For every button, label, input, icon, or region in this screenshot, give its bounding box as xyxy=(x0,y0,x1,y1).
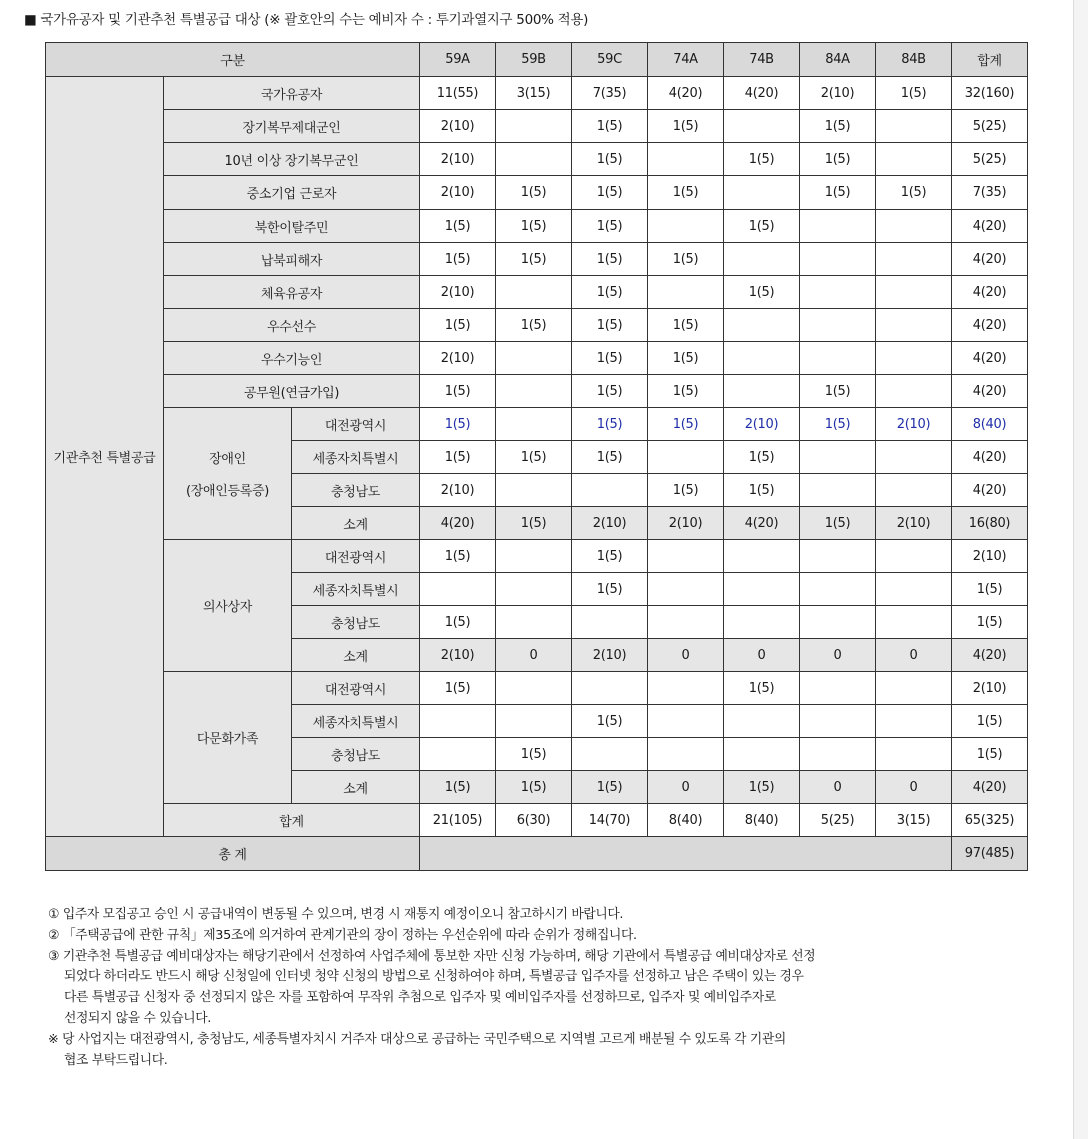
data-cell: 2(10) xyxy=(876,408,952,441)
data-cell xyxy=(496,672,572,705)
data-cell xyxy=(876,573,952,606)
data-cell: 1(5) xyxy=(420,408,496,441)
data-cell: 1(5) xyxy=(572,143,648,176)
data-cell: 1(5) xyxy=(572,441,648,474)
data-cell: 1(5) xyxy=(876,77,952,110)
data-cell: 1(5) xyxy=(420,441,496,474)
data-cell xyxy=(648,738,724,771)
data-cell: 4(20) xyxy=(952,771,1028,804)
data-cell xyxy=(876,342,952,375)
data-cell xyxy=(876,243,952,276)
data-cell xyxy=(496,408,572,441)
subtotal-label: 소계 xyxy=(292,771,420,804)
data-cell: 1(5) xyxy=(420,540,496,573)
data-cell: 4(20) xyxy=(952,243,1028,276)
data-cell: 1(5) xyxy=(800,143,876,176)
subgroup-label-line: (장애인등록증) xyxy=(185,484,270,499)
data-cell xyxy=(572,672,648,705)
table-row xyxy=(46,804,1028,837)
subgroup-label-line: 다문화가족 xyxy=(196,732,259,747)
data-cell: 2(10) xyxy=(420,176,496,210)
row-label: 북한이탈주민 xyxy=(164,210,420,243)
row-label: 우수기능인 xyxy=(164,342,420,375)
data-cell xyxy=(876,441,952,474)
data-cell xyxy=(876,110,952,143)
data-cell xyxy=(420,705,496,738)
data-cell: 1(5) xyxy=(724,143,800,176)
region-label: 세종자치특별시 xyxy=(292,705,420,738)
data-cell xyxy=(496,540,572,573)
column-header: 74A xyxy=(648,43,724,77)
data-cell: 1(5) xyxy=(724,672,800,705)
data-cell xyxy=(420,738,496,771)
table-row xyxy=(46,408,1028,441)
region-label: 대전광역시 xyxy=(292,540,420,573)
data-cell xyxy=(876,375,952,408)
data-cell: 65(325) xyxy=(952,804,1028,837)
data-cell: 8(40) xyxy=(952,408,1028,441)
data-cell: 1(5) xyxy=(572,210,648,243)
data-cell: 1(5) xyxy=(572,573,648,606)
data-cell: 4(20) xyxy=(952,276,1028,309)
data-cell xyxy=(876,276,952,309)
data-cell: 4(20) xyxy=(420,507,496,540)
data-cell xyxy=(648,540,724,573)
data-cell xyxy=(800,672,876,705)
data-cell: 16(80) xyxy=(952,507,1028,540)
data-cell: 2(10) xyxy=(952,540,1028,573)
data-cell xyxy=(496,276,572,309)
table-row xyxy=(46,143,1028,176)
region-label: 세종자치특별시 xyxy=(292,441,420,474)
data-cell xyxy=(876,309,952,342)
data-cell: 1(5) xyxy=(800,507,876,540)
data-cell xyxy=(876,672,952,705)
data-cell: 1(5) xyxy=(648,408,724,441)
data-cell xyxy=(496,110,572,143)
data-cell xyxy=(496,606,572,639)
supply-table xyxy=(45,42,1028,871)
data-cell: 1(5) xyxy=(496,309,572,342)
table-row xyxy=(46,672,1028,705)
region-label: 대전광역시 xyxy=(292,672,420,705)
table-row xyxy=(46,77,1028,110)
row-label: 국가유공자 xyxy=(164,77,420,110)
table-row xyxy=(46,837,1028,871)
data-cell xyxy=(572,474,648,507)
data-cell: 6(30) xyxy=(496,804,572,837)
data-cell: 0 xyxy=(876,639,952,672)
note-2: ② 「주택공급에 관한 규칙」제35조에 의거하여 관계기관의 장이 정하는 우선순위에 따라 순위가 정해집니다. xyxy=(48,927,637,943)
data-cell xyxy=(876,143,952,176)
data-cell xyxy=(800,705,876,738)
data-cell: 1(5) xyxy=(496,176,572,210)
data-cell xyxy=(496,342,572,375)
data-cell: 1(5) xyxy=(572,375,648,408)
data-cell xyxy=(800,738,876,771)
data-cell: 2(10) xyxy=(420,342,496,375)
data-cell: 1(5) xyxy=(648,375,724,408)
grand-total-blank xyxy=(420,837,952,871)
data-cell: 2(10) xyxy=(648,507,724,540)
data-cell xyxy=(648,573,724,606)
subgroup-label xyxy=(164,672,292,804)
data-cell: 1(5) xyxy=(952,573,1028,606)
table-row xyxy=(46,43,1028,77)
group-label: 기관추천 특별공급 xyxy=(46,77,164,837)
data-cell xyxy=(876,210,952,243)
column-header: 59C xyxy=(572,43,648,77)
data-cell: 1(5) xyxy=(572,176,648,210)
data-cell: 1(5) xyxy=(496,210,572,243)
data-cell xyxy=(724,573,800,606)
data-cell: 14(70) xyxy=(572,804,648,837)
subgroup-label xyxy=(164,540,292,672)
data-cell xyxy=(648,705,724,738)
data-cell: 1(5) xyxy=(572,705,648,738)
data-cell: 1(5) xyxy=(496,441,572,474)
data-cell xyxy=(876,705,952,738)
grand-total-value: 97(485) xyxy=(952,837,1028,871)
data-cell: 2(10) xyxy=(572,507,648,540)
data-cell xyxy=(724,705,800,738)
subgroup-label-line: 장애인 xyxy=(209,452,246,467)
data-cell xyxy=(876,606,952,639)
data-cell: 2(10) xyxy=(420,143,496,176)
data-cell xyxy=(572,606,648,639)
table-row xyxy=(46,540,1028,573)
note-3: ③ 기관추천 특별공급 예비대상자는 해당기관에서 선정하여 사업주체에 통보한 자만 신청 가능하며, 해당 기관에서 특별공급 예비대상자로 선정 xyxy=(48,948,816,964)
data-cell xyxy=(648,672,724,705)
data-cell xyxy=(496,143,572,176)
data-cell: 1(5) xyxy=(420,606,496,639)
data-cell: 1(5) xyxy=(724,276,800,309)
data-cell: 0 xyxy=(648,771,724,804)
data-cell: 2(10) xyxy=(420,276,496,309)
data-cell: 0 xyxy=(800,771,876,804)
data-cell xyxy=(800,540,876,573)
data-cell: 7(35) xyxy=(572,77,648,110)
row-label: 중소기업 근로자 xyxy=(164,176,420,210)
row-label: 우수선수 xyxy=(164,309,420,342)
table-row xyxy=(46,210,1028,243)
data-cell: 1(5) xyxy=(648,342,724,375)
data-cell xyxy=(876,474,952,507)
data-cell xyxy=(800,573,876,606)
grand-total-label: 총 계 xyxy=(46,837,420,871)
data-cell: 5(25) xyxy=(800,804,876,837)
data-cell: 1(5) xyxy=(572,540,648,573)
data-cell: 0 xyxy=(648,639,724,672)
data-cell: 2(10) xyxy=(420,639,496,672)
data-cell: 1(5) xyxy=(496,738,572,771)
data-cell xyxy=(724,110,800,143)
data-cell xyxy=(800,309,876,342)
data-cell: 4(20) xyxy=(952,474,1028,507)
data-cell xyxy=(420,573,496,606)
data-cell xyxy=(876,540,952,573)
data-cell: 1(5) xyxy=(496,243,572,276)
data-cell xyxy=(800,276,876,309)
data-cell: 1(5) xyxy=(952,606,1028,639)
region-label: 충청남도 xyxy=(292,606,420,639)
notes xyxy=(48,905,1058,1071)
data-cell: 2(10) xyxy=(724,408,800,441)
row-label: 납북피해자 xyxy=(164,243,420,276)
data-cell: 1(5) xyxy=(496,771,572,804)
data-cell: 2(10) xyxy=(420,110,496,143)
data-cell xyxy=(648,210,724,243)
data-cell xyxy=(724,243,800,276)
data-cell: 4(20) xyxy=(724,507,800,540)
data-cell: 4(20) xyxy=(952,210,1028,243)
data-cell: 32(160) xyxy=(952,77,1028,110)
data-cell xyxy=(572,738,648,771)
data-cell: 3(15) xyxy=(496,77,572,110)
data-cell xyxy=(724,738,800,771)
data-cell xyxy=(724,375,800,408)
data-cell: 1(5) xyxy=(572,110,648,143)
data-cell: 1(5) xyxy=(420,672,496,705)
column-header: 59B xyxy=(496,43,572,77)
column-header: 84A xyxy=(800,43,876,77)
data-cell: 0 xyxy=(800,639,876,672)
data-cell xyxy=(800,342,876,375)
data-cell xyxy=(800,474,876,507)
data-cell: 0 xyxy=(724,639,800,672)
data-cell: 1(5) xyxy=(572,342,648,375)
data-cell: 11(55) xyxy=(420,77,496,110)
note-3-cont: 선정되지 않을 수 있습니다. xyxy=(64,1010,212,1026)
data-cell xyxy=(724,342,800,375)
data-cell: 1(5) xyxy=(420,309,496,342)
data-cell: 2(10) xyxy=(952,672,1028,705)
note-1: ① 입주자 모집공고 승인 시 공급내역이 변동될 수 있으며, 변경 시 재통지 예정이오니 참고하시기 바랍니다. xyxy=(48,907,624,922)
data-cell: 0 xyxy=(876,771,952,804)
data-cell: 1(5) xyxy=(496,507,572,540)
vertical-scrollbar[interactable] xyxy=(1073,0,1088,1139)
region-label: 세종자치특별시 xyxy=(292,573,420,606)
row-label: 10년 이상 장기복무군인 xyxy=(164,143,420,176)
data-cell: 1(5) xyxy=(572,276,648,309)
data-cell: 1(5) xyxy=(876,176,952,210)
data-cell: 1(5) xyxy=(800,408,876,441)
data-cell: 1(5) xyxy=(572,309,648,342)
data-cell: 1(5) xyxy=(724,771,800,804)
data-cell xyxy=(648,143,724,176)
column-header: 74B xyxy=(724,43,800,77)
data-cell: 4(20) xyxy=(952,375,1028,408)
data-cell xyxy=(724,540,800,573)
data-cell: 4(20) xyxy=(952,309,1028,342)
subtotal-label: 합계 xyxy=(164,804,420,837)
subtotal-label: 소계 xyxy=(292,639,420,672)
column-header: 59A xyxy=(420,43,496,77)
subgroup-label xyxy=(164,408,292,540)
data-cell: 1(5) xyxy=(800,375,876,408)
data-cell: 0 xyxy=(496,639,572,672)
data-cell: 1(5) xyxy=(648,309,724,342)
data-cell xyxy=(724,309,800,342)
data-cell: 4(20) xyxy=(952,441,1028,474)
table-row xyxy=(46,243,1028,276)
data-cell xyxy=(496,705,572,738)
data-cell: 1(5) xyxy=(724,210,800,243)
data-cell: 1(5) xyxy=(800,176,876,210)
data-cell: 1(5) xyxy=(648,474,724,507)
row-label: 공무원(연금가입) xyxy=(164,375,420,408)
data-cell xyxy=(496,573,572,606)
data-cell: 8(40) xyxy=(724,804,800,837)
table-row xyxy=(46,176,1028,210)
subtotal-label: 소계 xyxy=(292,507,420,540)
note-3-cont: 되었다 하더라도 반드시 해당 신청일에 인터넷 청약 신청의 방법으로 신청하여야 하며, 특별공급 입주자를 선정하고 남은 주택이 있는 경우 xyxy=(64,969,804,985)
data-cell: 2(10) xyxy=(800,77,876,110)
data-cell xyxy=(800,243,876,276)
data-cell xyxy=(724,606,800,639)
header-category: 구분 xyxy=(46,43,420,77)
data-cell: 5(25) xyxy=(952,110,1028,143)
data-cell: 8(40) xyxy=(648,804,724,837)
table-row xyxy=(46,342,1028,375)
data-cell: 1(5) xyxy=(800,110,876,143)
data-cell: 4(20) xyxy=(724,77,800,110)
region-label: 충청남도 xyxy=(292,738,420,771)
data-cell: 1(5) xyxy=(724,474,800,507)
note-3-cont: 다른 특별공급 신청자 중 선정되지 않은 자를 포함하여 무작위 추첨으로 입주자 및 예비입주자를 선정하므로, 입주자 및 예비입주자로 xyxy=(64,990,776,1006)
note-4: ※ 당 사업지는 대전광역시, 충청남도, 세종특별자치시 거주자 대상으로 공급하는 국민주택으로 지역별 고르게 배분될 수 있도록 각 기관의 xyxy=(48,1031,786,1047)
data-cell: 1(5) xyxy=(420,210,496,243)
data-cell xyxy=(800,441,876,474)
data-cell: 1(5) xyxy=(420,375,496,408)
column-header: 합계 xyxy=(952,43,1028,77)
data-cell xyxy=(800,606,876,639)
data-cell: 1(5) xyxy=(572,771,648,804)
data-cell xyxy=(496,375,572,408)
data-cell xyxy=(800,210,876,243)
table-row xyxy=(46,110,1028,143)
section-heading: ■ 국가유공자 및 기관추천 특별공급 대상 (※ 괄호안의 수는 예비자 수 : 투기과열지구 500% 적용) xyxy=(24,12,589,28)
data-cell: 4(20) xyxy=(952,639,1028,672)
data-cell xyxy=(648,276,724,309)
data-cell: 1(5) xyxy=(648,110,724,143)
table-row xyxy=(46,375,1028,408)
data-cell: 4(20) xyxy=(648,77,724,110)
data-cell: 2(10) xyxy=(420,474,496,507)
row-label: 체육유공자 xyxy=(164,276,420,309)
data-cell: 5(25) xyxy=(952,143,1028,176)
column-header: 84B xyxy=(876,43,952,77)
data-cell xyxy=(648,441,724,474)
data-cell xyxy=(724,176,800,210)
table-row xyxy=(46,276,1028,309)
data-cell: 21(105) xyxy=(420,804,496,837)
note-4-cont: 협조 부탁드립니다. xyxy=(64,1052,168,1068)
data-cell: 1(5) xyxy=(420,243,496,276)
data-cell: 1(5) xyxy=(952,705,1028,738)
data-cell: 7(35) xyxy=(952,176,1028,210)
data-cell xyxy=(876,738,952,771)
data-cell: 1(5) xyxy=(572,243,648,276)
table-row xyxy=(46,309,1028,342)
data-cell xyxy=(648,606,724,639)
data-cell: 4(20) xyxy=(952,342,1028,375)
region-label: 충청남도 xyxy=(292,474,420,507)
data-cell: 2(10) xyxy=(876,507,952,540)
data-cell xyxy=(496,474,572,507)
data-cell: 1(5) xyxy=(572,408,648,441)
subgroup-label-line: 의사상자 xyxy=(202,600,253,615)
data-cell: 2(10) xyxy=(572,639,648,672)
row-label: 장기복무제대군인 xyxy=(164,110,420,143)
data-cell: 3(15) xyxy=(876,804,952,837)
data-cell: 1(5) xyxy=(648,176,724,210)
data-cell: 1(5) xyxy=(420,771,496,804)
region-label: 대전광역시 xyxy=(292,408,420,441)
data-cell: 1(5) xyxy=(952,738,1028,771)
data-cell: 1(5) xyxy=(648,243,724,276)
data-cell: 1(5) xyxy=(724,441,800,474)
